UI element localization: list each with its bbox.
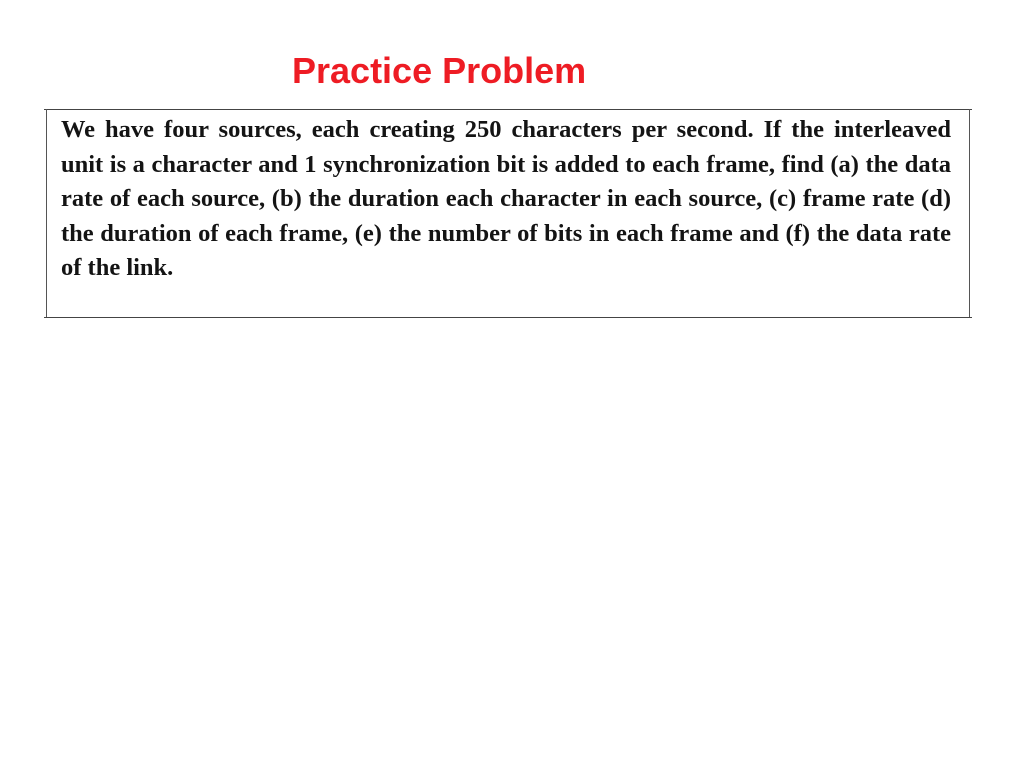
problem-box — [46, 109, 970, 317]
slide-title: Practice Problem — [292, 50, 587, 91]
box-bottom-rule — [44, 317, 972, 318]
problem-text: We have four sources, each creating 250 characters per second. If the interleaved unit is a character and 1 synchronization bit is added to each frame, find (a) the data rate of each source, (b) the duration each character in each source, (c) frame rate (d) the duration of each frame, (e) the number of bits in each frame and (f) the data rate of the link. — [61, 116, 951, 282]
